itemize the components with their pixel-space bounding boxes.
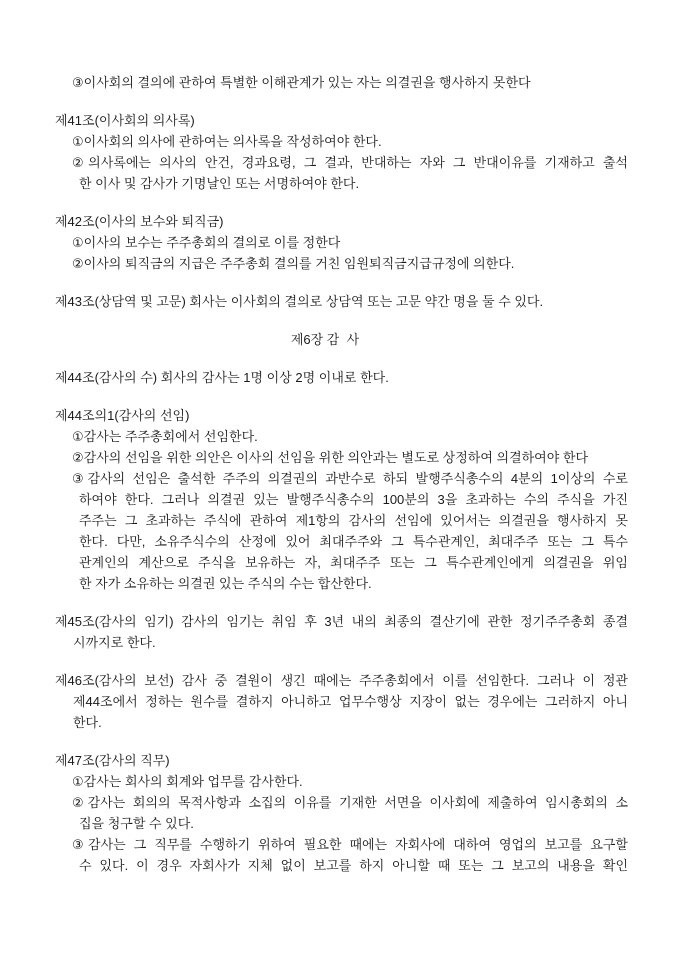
- article-44-text: 제44조(감사의 수) 회사의 감사는 1명 이상 2명 이내로 한다.: [55, 370, 389, 385]
- chapter-heading-text: 제6장 감 사: [290, 332, 360, 347]
- clause-continuation-block: [0, 72, 680, 93]
- doc-line: ①이사회의 의사에 관하여는 의사록을 작성하여야 한다.: [72, 134, 382, 149]
- doc-line: ①이사의 보수는 주주총회의 결의로 이를 정한다: [72, 235, 341, 250]
- doc-line: ②의사록에는 의사의 안건, 경과요령, 그 결과, 반대하는 자와 그 반대이유를 기재하고 출석: [72, 155, 628, 170]
- article-41: [0, 110, 680, 194]
- article-42-title: 제42조(이사의 보수와 퇴직금): [55, 214, 224, 229]
- article-41-title: 제41조(이사회의 의사록): [55, 113, 195, 128]
- doc-line: 수 있다. 이 경우 자회사가 지체 없이 보고를 하지 아니할 때 또는 그 보고의 내용을 확인: [79, 858, 628, 873]
- article-45-text: 제45조(감사의 임기) 감사의 임기는 취임 후 3년 내의 최종의 결산기에 관한 정기주주총회 종결: [55, 614, 628, 629]
- doc-line: 하여야 한다. 그러나 의결권 있는 발행주식총수의 100분의 3을 초과하는 수의 주식을 가진: [79, 492, 628, 507]
- article-44-1: [0, 405, 680, 594]
- article-46-text: 제46조(감사의 보선) 감사 중 결원이 생긴 때에는 주주총회에서 이를 선임한다. 그러나 이 정관: [55, 673, 628, 688]
- article-45: [0, 611, 680, 653]
- article-44: [0, 367, 680, 388]
- doc-line: 한 자가 소유하는 의결권 있는 주식의 수는 합산한다.: [79, 576, 372, 591]
- doc-line: 한 이사 및 감사가 기명날인 또는 서명하여야 한다.: [79, 176, 360, 191]
- doc-line: 집을 청구할 수 있다.: [79, 816, 194, 831]
- doc-line: ②이사의 퇴직금의 지급은 주주총회 결의를 거친 임원퇴직금지급규정에 의한다.: [72, 256, 515, 271]
- doc-line: 한다.: [73, 715, 102, 730]
- article-47: [0, 750, 680, 876]
- doc-line: 시까지로 한다.: [73, 635, 156, 650]
- doc-line: ②감사의 선임을 위한 의안은 이사의 선임을 위한 의안과는 별도로 상정하여 의결하여야 한다: [72, 450, 589, 465]
- doc-line: ③감사의 선임은 출석한 주주의 의결권의 과반수로 하되 발행주식총수의 4분의 1이상의 수로: [72, 471, 628, 486]
- doc-line: ①감사는 회사의 회계와 업무를 감사한다.: [72, 774, 303, 789]
- doc-line: ③이사회의 결의에 관하여 특별한 이해관계가 있는 자는 의결권을 행사하지 못한다: [72, 75, 531, 90]
- doc-line: ③감사는 그 직무를 수행하기 위하여 필요한 때에는 자회사에 대하여 영업의 보고를 요구할: [72, 837, 628, 852]
- article-46: [0, 670, 680, 733]
- article-44-1-title: 제44조의1(감사의 선임): [55, 408, 190, 423]
- doc-line: 관계인의 계산으로 주식을 보유하는 자, 최대주주 또는 그 특수관계인에게 의결권을 위임: [79, 555, 628, 570]
- article-42: [0, 211, 680, 274]
- doc-line: ①감사는 주주총회에서 선임한다.: [72, 429, 258, 444]
- chapter-6-heading: [0, 329, 680, 350]
- article-43: [0, 291, 680, 312]
- doc-line: ②감사는 회의의 목적사항과 소집의 이유를 기재한 서면을 이사회에 제출하여 임시총회의 소: [72, 795, 628, 810]
- doc-line: 주주는 그 초과하는 주식에 관하여 제1항의 감사의 선임에 있어서는 의결권을 행사하지 못: [79, 513, 628, 528]
- article-43-text: 제43조(상담역 및 고문) 회사는 이사회의 결의로 상담역 또는 고문 약간 명을 둘 수 있다.: [55, 294, 544, 309]
- doc-line: 제44조에서 정하는 원수를 결하지 아니하고 업무수행상 지장이 없는 경우에는 그러하지 아니: [73, 694, 628, 709]
- article-47-title: 제47조(감사의 직무): [55, 753, 170, 768]
- doc-line: 한다. 다만, 소유주식수의 산정에 있어 최대주주와 그 특수관계인, 최대주주 또는 그 특수: [79, 534, 628, 549]
